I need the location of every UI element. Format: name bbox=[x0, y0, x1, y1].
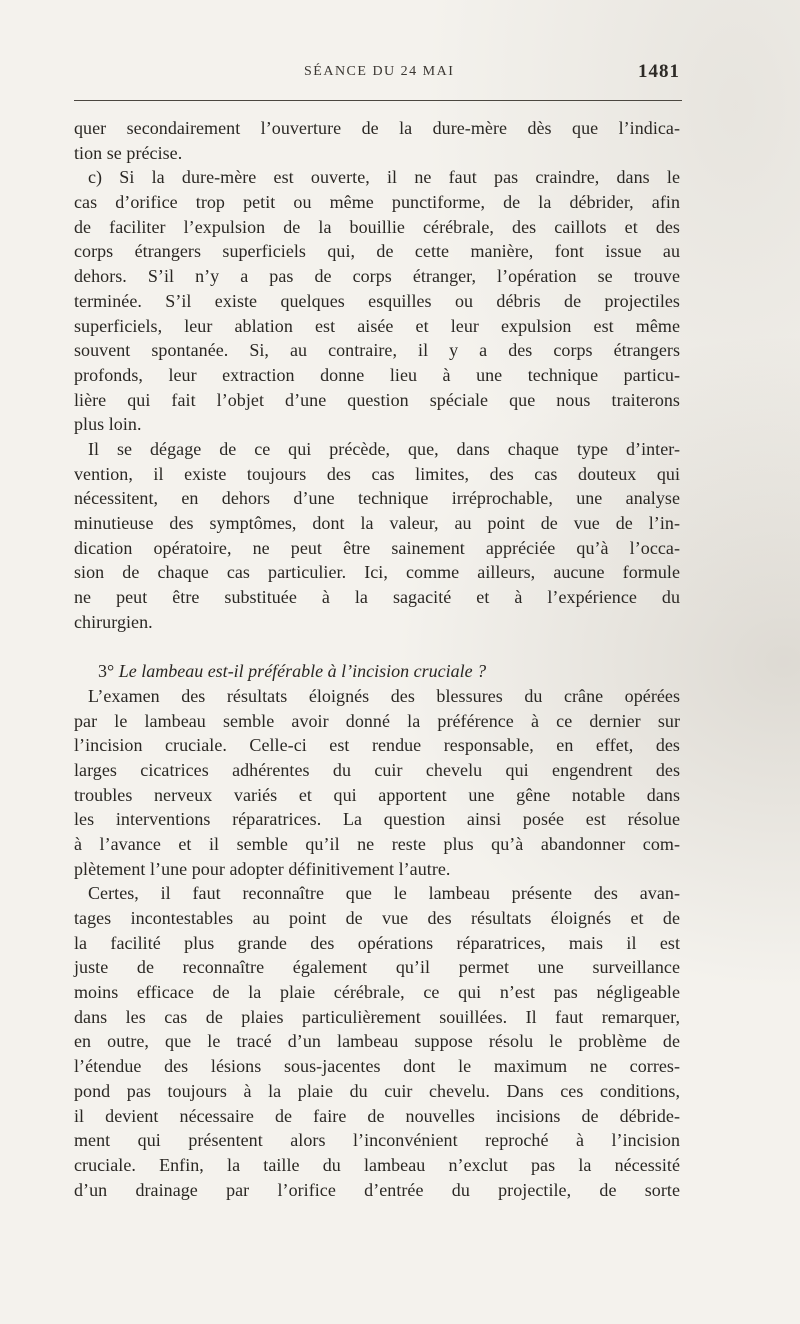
section-title: Le lambeau est-il préférable à l’incision cruciale ? bbox=[118, 661, 487, 682]
paragraph bbox=[74, 165, 680, 437]
text-line: ne peut être substituée à la sagacité et à l’expérience du bbox=[74, 587, 680, 608]
running-head: SÉANCE DU 24 MAI bbox=[304, 64, 455, 79]
paragraph bbox=[74, 116, 680, 165]
text-line: troubles nerveux variés et qui apportent une gêne notable dans bbox=[74, 784, 680, 805]
section-number: 3° bbox=[98, 661, 115, 682]
section-spacer bbox=[74, 634, 680, 659]
text-line: c) Si la dure-mère est ouverte, il ne faut pas craindre, dans le bbox=[88, 167, 680, 188]
text-line: cruciale. Enfin, la taille du lambeau n’exclut pas la nécessité bbox=[74, 1154, 680, 1175]
text-line: L’examen des résultats éloignés des blessures du crâne opérées bbox=[88, 685, 680, 706]
text-line: plus loin. bbox=[74, 414, 142, 435]
text-line: ment qui présentent alors l’inconvénient reproché à l’incision bbox=[74, 1130, 680, 1151]
text-line: corps étrangers superficiels qui, de cette manière, font issue au bbox=[74, 241, 680, 262]
text-line: lière qui fait l’objet d’une question spéciale que nous traiterons bbox=[74, 389, 680, 410]
text-line: plètement l’une pour adopter définitivement l’autre. bbox=[74, 858, 451, 879]
paragraph bbox=[74, 437, 680, 635]
text-line: juste de reconnaître également qu’il permet une surveillance bbox=[74, 957, 680, 978]
text-line: nécessitent, en dehors d’une technique irréprochable, une analyse bbox=[74, 488, 680, 509]
text-line: par le lambeau semble avoir donné la préférence à ce dernier sur bbox=[74, 710, 680, 731]
text-line: chirurgien. bbox=[74, 611, 153, 632]
text-line: Certes, il faut reconnaître que le lambeau présente des avan- bbox=[88, 883, 680, 904]
page-header bbox=[74, 61, 680, 88]
text-line: tion se précise. bbox=[74, 142, 183, 163]
header-rule bbox=[74, 100, 682, 101]
text-line: quer secondairement l’ouverture de la dure-mère dès que l’indica- bbox=[74, 118, 680, 138]
text-line: la facilité plus grande des opérations réparatrices, mais il est bbox=[74, 932, 680, 953]
text-line: il devient nécessaire de faire de nouvelles incisions de débride- bbox=[74, 1105, 680, 1126]
page-number: 1481 bbox=[638, 61, 680, 82]
paragraph bbox=[74, 684, 680, 882]
text-line: à l’avance et il semble qu’il ne reste plus qu’à abandonner com- bbox=[74, 833, 680, 854]
text-line: cas d’orifice trop petit ou même punctiforme, de la débrider, afin bbox=[74, 192, 680, 213]
text-line: les interventions réparatrices. La question ainsi posée est résolue bbox=[74, 809, 680, 830]
text-line: superficiels, leur ablation est aisée et leur expulsion est même bbox=[74, 315, 680, 336]
text-line: larges cicatrices adhérentes du cuir chevelu qui engendrent des bbox=[74, 759, 680, 780]
text-line: vention, il existe toujours des cas limites, des cas douteux qui bbox=[74, 463, 680, 484]
text-line: dans les cas de plaies particulièrement souillées. Il faut remarquer, bbox=[74, 1006, 680, 1027]
text-line: l’incision cruciale. Celle-ci est rendue responsable, en effet, des bbox=[74, 735, 680, 756]
text-line: dication opératoire, ne peut être sainement appréciée qu’à l’occa- bbox=[74, 537, 680, 558]
paragraph bbox=[74, 881, 680, 1202]
text-line: l’étendue des lésions sous-jacentes dont le maximum ne corres- bbox=[74, 1056, 680, 1077]
text-line: dehors. S’il n’y a pas de corps étranger, l’opération se trouve bbox=[74, 266, 680, 287]
text-line: profonds, leur extraction donne lieu à une technique particu- bbox=[74, 364, 680, 385]
text-line: souvent spontanée. Si, au contraire, il y a des corps étrangers bbox=[74, 340, 680, 361]
text-line: en outre, que le tracé d’un lambeau suppose résolu le problème de bbox=[74, 1031, 680, 1052]
text-line: minutieuse des symptômes, dont la valeur, au point de vue de l’in- bbox=[74, 513, 680, 533]
text-line: tages incontestables au point de vue des résultats éloignés et de bbox=[74, 908, 680, 928]
text-line: terminée. S’il existe quelques esquilles ou débris de projectiles bbox=[74, 290, 680, 311]
text-line: moins efficace de la plaie cérébrale, ce qui n’est pas négligeable bbox=[74, 982, 680, 1003]
text-line: Il se dégage de ce qui précède, que, dans chaque type d’inter- bbox=[88, 438, 680, 459]
text-line: pond pas toujours à la plaie du cuir chevelu. Dans ces conditions, bbox=[74, 1080, 680, 1101]
text-line: d’un drainage par l’orifice d’entrée du projectile, de sorte bbox=[74, 1179, 680, 1200]
section-heading bbox=[74, 659, 680, 684]
text-line: de faciliter l’expulsion de la bouillie cérébrale, des caillots et des bbox=[74, 216, 680, 237]
text-line: sion de chaque cas particulier. Ici, comme ailleurs, aucune formule bbox=[74, 562, 680, 583]
body-text bbox=[74, 116, 680, 1202]
